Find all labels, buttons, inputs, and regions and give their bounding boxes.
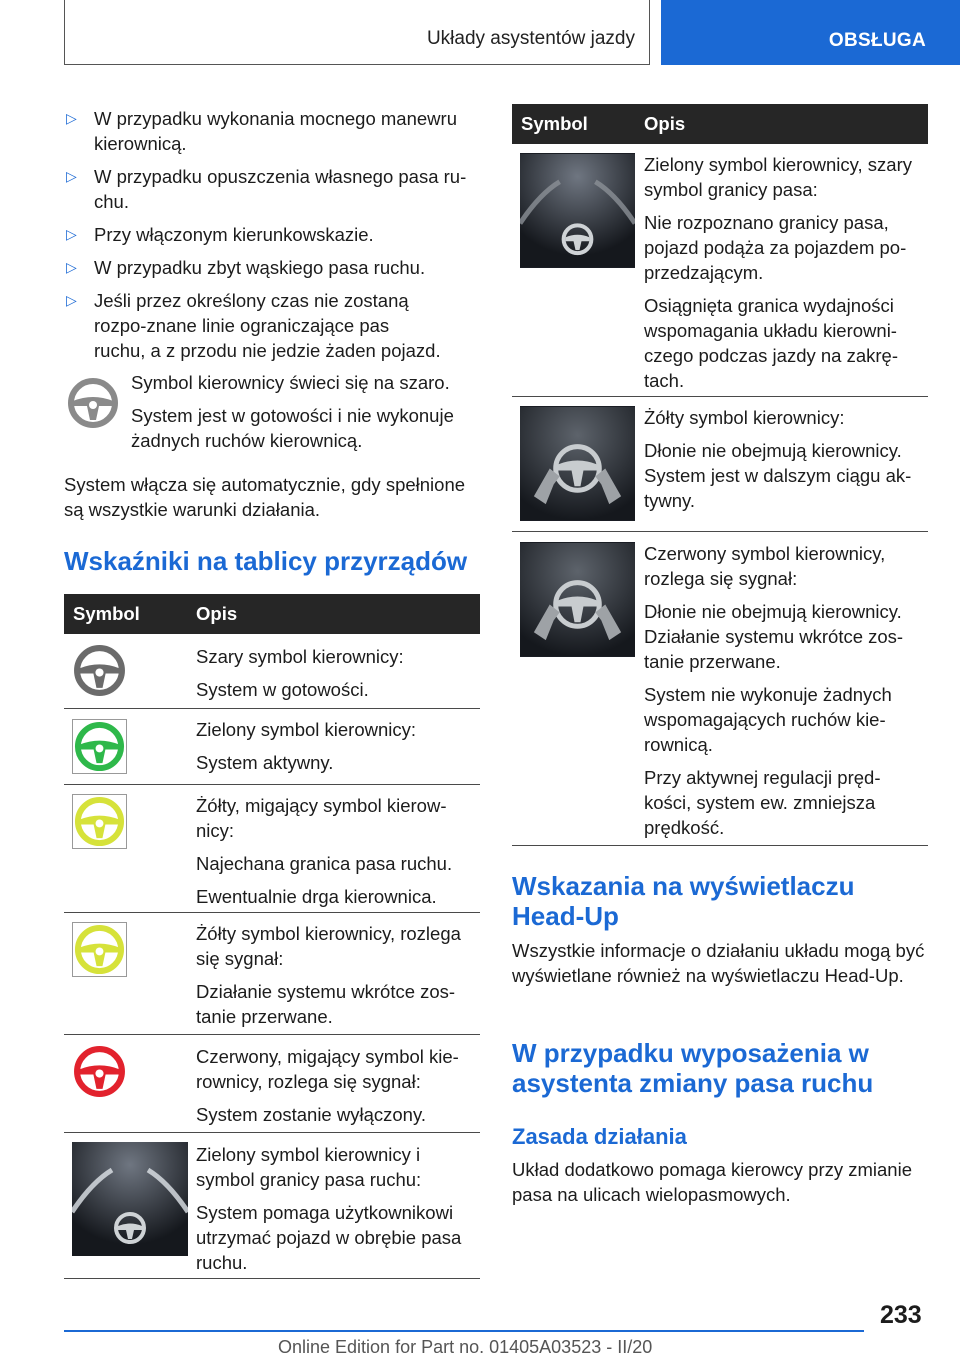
header-section-title: Układy asystentów jazdy <box>426 28 635 49</box>
steering-wheel-grey-icon <box>66 376 120 430</box>
section-title-lane-change: W przypadku wyposażenia w asystenta zmiany pasa ruchu <box>512 1038 874 1098</box>
table-row: Czerwony symbol kierownicy, rozlega się sygnał: Dłonie nie obejmują kierownicy. Działanie systemu wkrótce zos-tanie przerwane. System nie wykonuje żadnych wspomagających ruchów kie-rownicą. Przy aktywnej regulacji pręd-kości, system ew. zmniejsza prędkość. <box>644 543 904 838</box>
steering-wheel-grey-icon <box>72 643 127 698</box>
table-row: Zielony symbol kierownicy: System aktywny. <box>196 719 417 773</box>
lane-boundary-grey-wheel-icon <box>520 153 635 268</box>
principle-paragraph: Układ dodatkowo pomaga kierowcy przy zmianie pasa na ulicach wielopasmowych. <box>512 1159 912 1205</box>
grey-symbol-note: Symbol kierownicy świeci się na szaro. System jest w gotowości i nie wykonuje żadnych ruchów kierownicą. <box>131 372 454 451</box>
bullet-item: ▷ W przypadku wykonania mocnego manewru kierownicą. <box>66 108 457 154</box>
bullet-item: ▷ W przypadku zbyt wąskiego pasa ruchu. <box>66 257 426 278</box>
bullet-arrow-icon: ▷ <box>66 292 77 308</box>
row-divider <box>512 845 928 846</box>
table-row: Zielony symbol kierownicy i symbol granicy pasa ruchu: System pomaga użytkownikowi utrzymać pojazd w obrębie pasa ruchu. <box>196 1144 462 1273</box>
row-divider <box>512 531 928 532</box>
steering-wheel-yellow-icon <box>72 794 127 849</box>
row-divider <box>64 708 480 709</box>
header-section-box <box>64 0 650 65</box>
row-divider <box>64 912 480 913</box>
lane-boundary-green-wheel-icon <box>72 1142 188 1256</box>
header-tab[interactable] <box>661 0 960 65</box>
section-title-instrument-cluster: Wskaźniki na tablicy przyrządów <box>64 546 468 576</box>
intro-paragraph: System włącza się automatycznie, gdy spełnione są wszystkie warunki działania. <box>64 474 466 520</box>
section-title-head-up: Wskazania na wyświetlaczu Head-Up <box>512 871 855 931</box>
table-row: Żółty, migający symbol kierow-nicy: Najechana granica pasa ruchu. Ewentualnie drga kierownica. <box>196 795 453 907</box>
hands-off-yellow-wheel-icon <box>520 406 635 521</box>
steering-wheel-red-icon <box>72 1044 127 1099</box>
table-row: Czerwony, migający symbol kie-rownicy, rozlega się sygnał: System zostanie wyłączony. <box>196 1046 459 1125</box>
header-tab-label: OBSŁUGA <box>828 30 926 51</box>
footer-divider <box>64 1330 864 1332</box>
table-row: Zielony symbol kierownicy, szary symbol granicy pasa: Nie rozpoznano granicy pasa, pojazd podąża za pojazdem po-przedzającym. Osiągnięta granica wydajności wspomagania układu kierowni-czego podczas jazdy na zakrę-tach. <box>644 154 912 391</box>
row-divider <box>64 784 480 785</box>
table-row: Żółty symbol kierownicy: Dłonie nie obejmują kierownicy. System jest w dalszym ciągu ak-tywny. <box>644 407 912 511</box>
table-header: Symbol Opis <box>64 594 480 634</box>
page-number: 233 <box>880 1301 922 1329</box>
head-up-paragraph: Wszystkie informacje o działaniu układu mogą być wyświetlane również na wyświetlaczu Head-Up. <box>512 940 925 986</box>
bullet-item: ▷ W przypadku opuszczenia własnego pasa ru-chu. <box>66 166 467 212</box>
table-row: Szary symbol kierownicy: System w gotowości. <box>196 646 404 700</box>
bullet-arrow-icon: ▷ <box>66 110 77 126</box>
bullet-arrow-icon: ▷ <box>66 168 77 184</box>
row-divider <box>512 396 928 397</box>
bullet-arrow-icon: ▷ <box>66 259 77 275</box>
row-divider <box>64 1278 480 1279</box>
row-divider <box>64 1132 480 1133</box>
table-row: Żółty symbol kierownicy, rozlega się sygnał: Działanie systemu wkrótce zos-tanie przerwane. <box>196 923 461 1027</box>
table-header: Symbol Opis <box>512 104 928 144</box>
steering-wheel-yellow-icon <box>72 922 127 977</box>
row-divider <box>64 1034 480 1035</box>
hands-off-red-wheel-icon <box>520 542 635 657</box>
bullet-arrow-icon: ▷ <box>66 226 77 242</box>
bullet-item: ▷ Jeśli przez określony czas nie zostaną rozpo-znane linie ograniczające pas ruchu, a z przodu nie jedzie żaden pojazd. <box>66 290 441 361</box>
subsection-title-principle: Zasada działania <box>512 1124 687 1149</box>
footer-edition: Online Edition for Part no. 01405A03523 - II/20 <box>278 1337 653 1357</box>
bullet-item: ▷ Przy włączonym kierunkowskazie. <box>66 224 374 245</box>
steering-wheel-green-icon <box>72 719 127 774</box>
